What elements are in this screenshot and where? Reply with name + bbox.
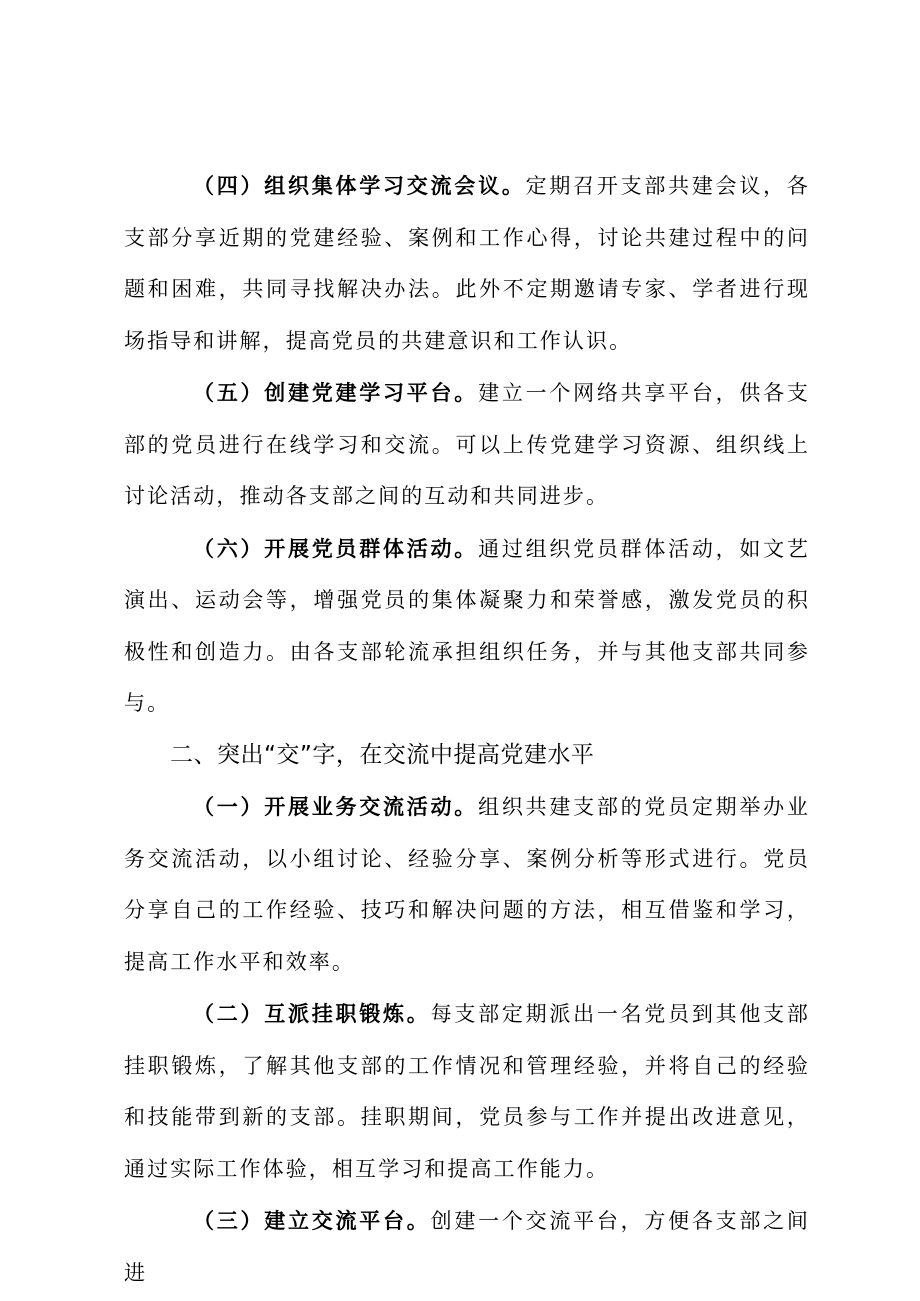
paragraph-body: 定期召开支部共建会议，各支部分享近期的党建经验、案例和工作心得，讨论共建过程中的问题和困难，共同寻找解决办法。此外不定期邀请专家、学者进行现场指导和讲解，提高党员的共建意识和工作认识。: [124, 174, 810, 353]
paragraph-lead: （一）开展业务交流活动。: [193, 794, 479, 819]
paragraph-business-exchange: [124, 781, 810, 988]
paragraph-lead: （六）开展党员群体活动。: [193, 535, 479, 561]
paragraph-lead: （二）互派挂职锻炼。: [193, 1001, 431, 1026]
paragraph-body: 创建一个交流平台，方便各支部之间进: [124, 1209, 810, 1285]
document-page: [124, 160, 810, 1299]
paragraph-body: 建立一个网络共享平台，供各支部的党员进行在线学习和交流。可以上传党建学习资源、组织线上讨论活动，推动各支部之间的互动和共同进步。: [124, 381, 810, 508]
paragraph-body: 通过组织党员群体活动，如文艺演出、运动会等，增强党员的集体凝聚力和荣誉感，激发党员的积极性和创造力。由各支部轮流承担组织任务，并与其他支部共同参与。: [124, 536, 810, 715]
paragraph-learning-platform: [124, 367, 810, 523]
paragraph-secondment: [124, 988, 810, 1195]
paragraph-group-activities: [124, 523, 810, 730]
section-heading: 二、突出“交”字，在交流中提高党建水平: [170, 741, 595, 768]
paragraph-lead: （三）建立交流平台。: [193, 1208, 431, 1233]
paragraph-lead: （四）组织集体学习交流会议。: [193, 173, 526, 198]
paragraph-organize-study-meeting: [124, 160, 810, 367]
paragraph-exchange-platform: [124, 1195, 810, 1299]
paragraph-lead: （五）创建党建学习平台。: [193, 380, 479, 405]
paragraph-body: 每支部定期派出一名党员到其他支部挂职锻炼，了解其他支部的工作情况和管理经验，并将自己的经验和技能带到新的支部。挂职期间，党员参与工作并提出改进意见，通过实际工作体验，相互学习和提高工作能力。: [124, 1002, 810, 1181]
paragraph-body: 组织共建支部的党员定期举办业务交流活动，以小组讨论、经验分享、案例分析等形式进行。党员分享自己的工作经验、技巧和解决问题的方法，相互借鉴和学习，提高工作水平和效率。: [124, 795, 810, 974]
